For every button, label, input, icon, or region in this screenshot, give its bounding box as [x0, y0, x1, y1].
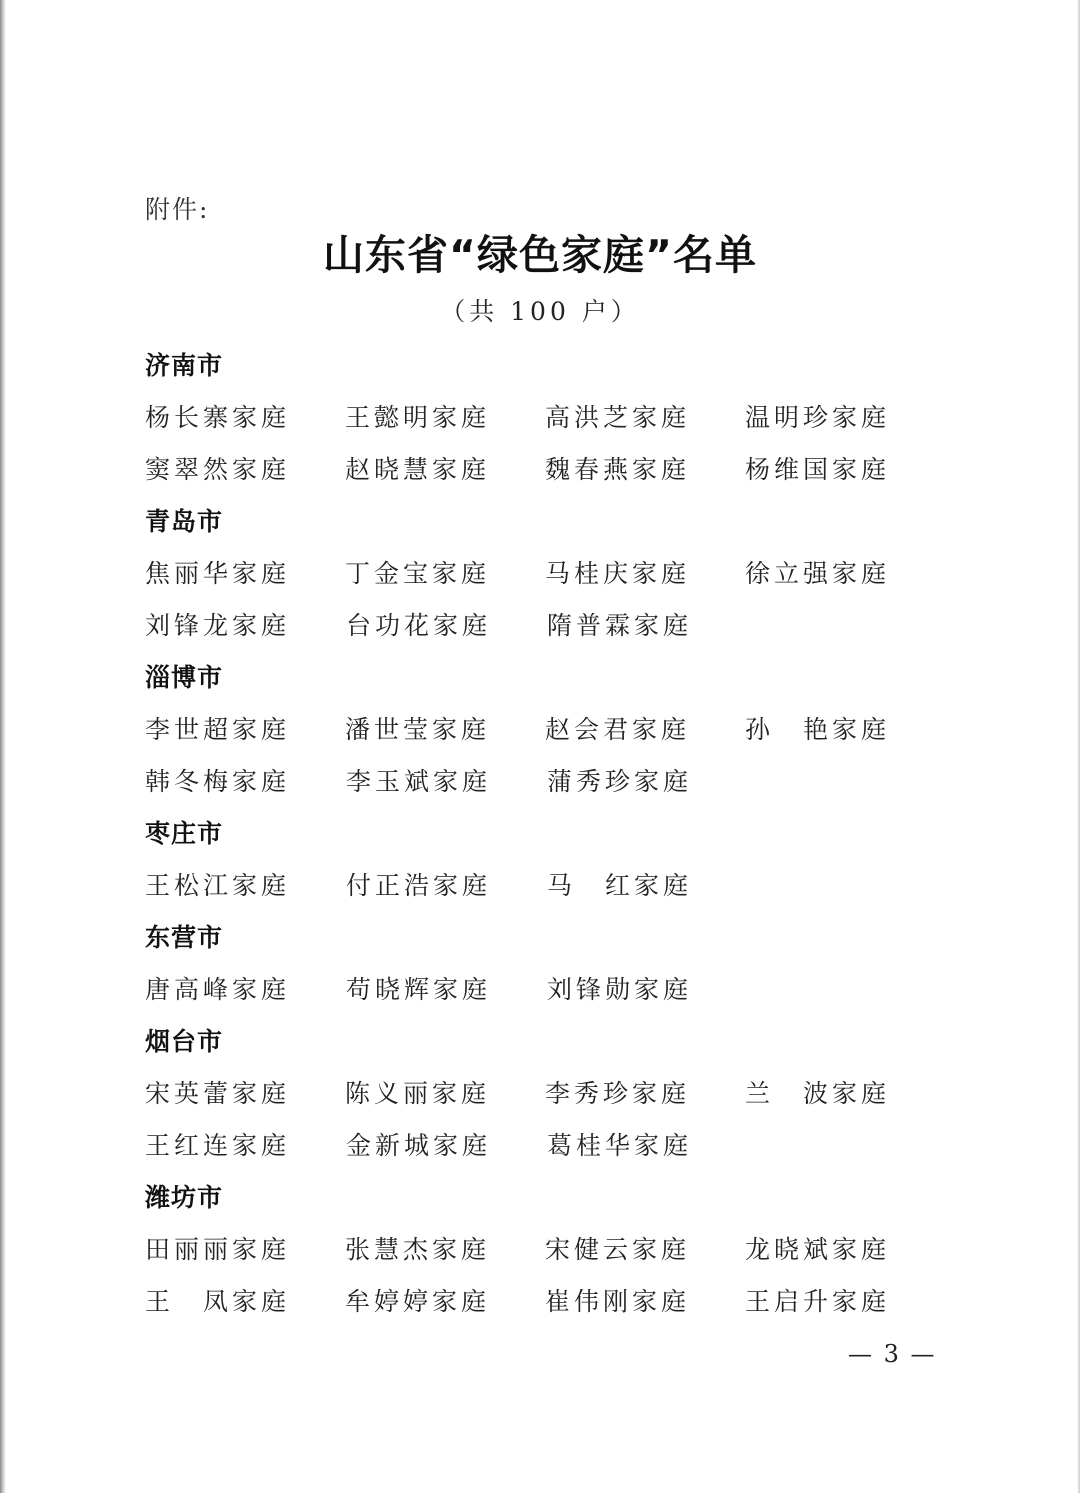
- family-name: 潘世莹家庭: [345, 715, 491, 744]
- family-name: 宋英蕾家庭: [145, 1079, 291, 1108]
- city-section: [145, 652, 945, 808]
- family-name: 魏春燕家庭: [545, 455, 691, 484]
- family-name: 王松江家庭: [145, 871, 291, 900]
- family-name: 张慧杰家庭: [345, 1235, 491, 1264]
- family-name: 韩冬梅家庭: [145, 767, 291, 796]
- city-heading: 淄博市: [145, 663, 224, 692]
- family-row: [145, 600, 945, 652]
- family-name: 陈义丽家庭: [345, 1079, 491, 1108]
- family-name: 高洪芝家庭: [545, 403, 691, 432]
- attachment-label: 附件:: [145, 195, 210, 224]
- family-row: [145, 1224, 945, 1276]
- family-name: 崔伟刚家庭: [545, 1287, 691, 1316]
- family-row: [145, 1120, 945, 1172]
- family-name: 台功花家庭: [346, 611, 492, 640]
- city-section: [145, 1016, 945, 1172]
- family-row: [145, 860, 945, 912]
- city-section: [145, 808, 945, 912]
- family-name: 金新城家庭: [346, 1131, 492, 1160]
- family-name: 温明珍家庭: [745, 403, 891, 432]
- city-heading: 青岛市: [145, 507, 224, 536]
- city-heading: 潍坊市: [145, 1183, 224, 1212]
- city-heading: 东营市: [145, 923, 224, 952]
- family-name: 马桂庆家庭: [545, 559, 691, 588]
- family-name: 王启升家庭: [745, 1287, 891, 1316]
- family-name: 孙 艳家庭: [745, 715, 891, 744]
- family-row: [145, 756, 945, 808]
- family-name: 宋健云家庭: [545, 1235, 691, 1264]
- city-heading: 济南市: [145, 351, 224, 380]
- family-name: 王红连家庭: [145, 1131, 291, 1160]
- page-number: — 3 —: [848, 1340, 937, 1368]
- family-name: 李世超家庭: [145, 715, 291, 744]
- family-name: 隋普霖家庭: [547, 611, 693, 640]
- document-title: 山东省“绿色家庭”名单: [323, 231, 757, 279]
- family-row: [145, 964, 945, 1016]
- family-row: [145, 548, 945, 600]
- family-row: [145, 704, 945, 756]
- family-name: 葛桂华家庭: [547, 1131, 693, 1160]
- family-name: 焦丽华家庭: [145, 559, 291, 588]
- family-row: [145, 392, 945, 444]
- family-row: [145, 1276, 945, 1328]
- family-name: 牟婷婷家庭: [345, 1287, 491, 1316]
- family-name: 唐高峰家庭: [145, 975, 291, 1004]
- family-name: 赵晓慧家庭: [345, 455, 491, 484]
- family-name: 王懿明家庭: [345, 403, 491, 432]
- family-name: 丁金宝家庭: [345, 559, 491, 588]
- family-name: 马 红家庭: [547, 871, 693, 900]
- family-name: 赵会君家庭: [545, 715, 691, 744]
- family-name: 兰 波家庭: [745, 1079, 891, 1108]
- family-name: 龙晓斌家庭: [745, 1235, 891, 1264]
- city-heading: 枣庄市: [145, 819, 224, 848]
- city-heading: 烟台市: [145, 1027, 224, 1056]
- city-section: [145, 912, 945, 1016]
- family-name: 窦翠然家庭: [145, 455, 291, 484]
- family-row: [145, 1068, 945, 1120]
- family-name: 田丽丽家庭: [145, 1235, 291, 1264]
- family-name: 刘锋龙家庭: [145, 611, 291, 640]
- city-section: [145, 1172, 945, 1328]
- family-name: 杨维国家庭: [745, 455, 891, 484]
- family-name: 王 凤家庭: [145, 1287, 291, 1316]
- family-name: 徐立强家庭: [745, 559, 891, 588]
- city-section: [145, 496, 945, 652]
- city-section: [145, 340, 945, 496]
- family-list: [145, 340, 945, 1328]
- family-name: 苟晓辉家庭: [346, 975, 492, 1004]
- family-name: 蒲秀珍家庭: [547, 767, 693, 796]
- family-name: 付正浩家庭: [346, 871, 492, 900]
- document-subtitle: （共 100 户）: [440, 297, 640, 326]
- family-name: 刘锋勋家庭: [547, 975, 693, 1004]
- family-name: 李秀珍家庭: [545, 1079, 691, 1108]
- family-name: 杨长寨家庭: [145, 403, 291, 432]
- family-name: 李玉斌家庭: [346, 767, 492, 796]
- family-row: [145, 444, 945, 496]
